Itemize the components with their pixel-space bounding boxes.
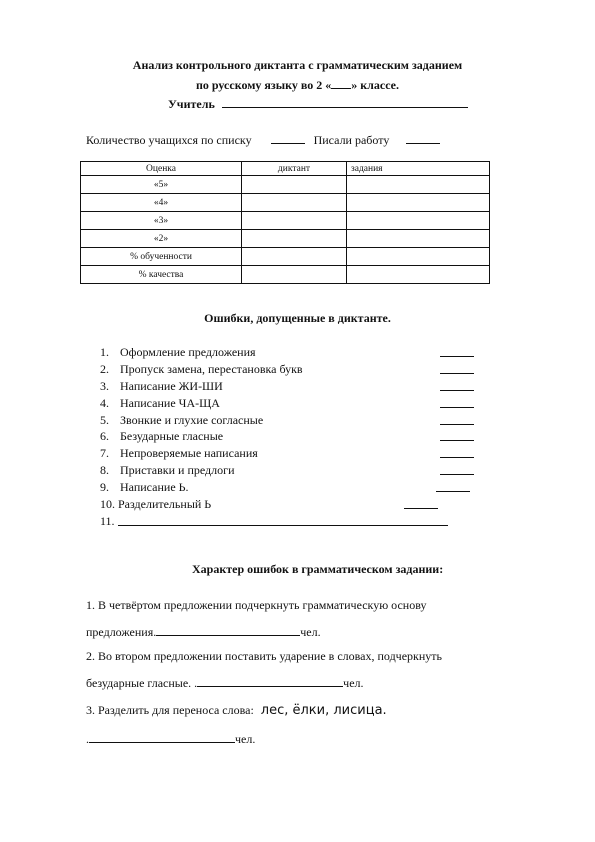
item-text: Написание Ь. [120, 480, 189, 495]
item-text: Звонкие и глухие согласные [120, 412, 264, 427]
errors-section-title: Ошибки, допущенные в диктанте. [204, 311, 391, 325]
dictation-cell[interactable] [242, 230, 347, 248]
table-row [81, 248, 490, 266]
task3-words: лес, ёлки, лисица. [260, 703, 387, 718]
teacher-label: Учитель [168, 97, 215, 111]
task2-prefix: безударные гласные. . [86, 676, 198, 690]
count-field[interactable] [404, 497, 438, 509]
document-title-line2 [0, 77, 595, 93]
grade-label: «2» [81, 230, 242, 248]
list-item [100, 496, 480, 513]
count-field[interactable] [440, 396, 474, 408]
task3-line2 [86, 731, 255, 747]
task3-prefix: 3. Разделить для переноса слова: [86, 703, 254, 717]
item-number: 6. [100, 429, 109, 444]
item-text: Приставки и предлоги [120, 463, 235, 478]
dictation-cell[interactable] [242, 212, 347, 230]
item-number: 1. [100, 345, 109, 359]
item-text: Безударные гласные [120, 429, 224, 444]
errors-list [100, 344, 480, 530]
title-prefix: по русскому языку во 2 « [195, 78, 332, 92]
list-item [100, 395, 480, 412]
item-number: 4. [100, 395, 109, 410]
task1-prefix: предложения. [86, 625, 157, 639]
column-header-tasks: задания [347, 162, 490, 176]
title-suffix: » классе. [351, 78, 400, 92]
item-number: 2. [100, 361, 109, 376]
item-number: 5. [100, 412, 109, 427]
other-error-field[interactable] [118, 514, 448, 526]
task2-suffix: чел. [343, 676, 364, 690]
dictation-cell[interactable] [242, 266, 347, 284]
count-field[interactable] [440, 463, 474, 475]
list-item [100, 361, 480, 378]
count-field[interactable] [440, 345, 474, 357]
tasks-cell[interactable] [347, 176, 490, 194]
task1-count-field[interactable] [156, 624, 300, 636]
item-text: Написание ЖИ-ШИ [120, 378, 223, 393]
students-count-label: Количество учащихся по списку [86, 133, 252, 147]
teacher-row [168, 96, 468, 112]
task3-line2-prefix: . [86, 732, 89, 746]
students-count-field[interactable] [271, 132, 305, 144]
count-field[interactable] [440, 362, 474, 374]
tasks-cell[interactable] [347, 248, 490, 266]
grade-label: «5» [81, 176, 242, 194]
class-number-field[interactable] [331, 77, 351, 89]
wrote-count-label: Писали работу [313, 133, 390, 147]
list-item [100, 445, 480, 462]
count-field[interactable] [440, 446, 474, 458]
count-field[interactable] [440, 413, 474, 425]
grades-table [80, 161, 490, 284]
task1-suffix: чел. [300, 625, 321, 639]
grade-label: «3» [81, 212, 242, 230]
dictation-cell[interactable] [242, 176, 347, 194]
item-number: 9. [100, 480, 109, 495]
task2-line2 [86, 675, 364, 691]
item-text: Непроверяемые написания [120, 446, 258, 461]
counts-row [86, 132, 440, 148]
task1-line2 [86, 624, 321, 640]
grammar-section-title: Характер ошибок в грамматическом задании: [192, 562, 444, 576]
table-row [81, 212, 490, 230]
tasks-cell[interactable] [347, 266, 490, 284]
count-field[interactable] [436, 480, 470, 492]
list-item [100, 412, 480, 429]
task2-line1: 2. Во втором предложении поставить ударение в словах, подчеркнуть [86, 649, 442, 663]
table-row [81, 176, 490, 194]
tasks-cell[interactable] [347, 194, 490, 212]
list-item [100, 344, 480, 361]
task2-count-field[interactable] [197, 675, 343, 687]
list-item [100, 513, 480, 530]
item-number: 8. [100, 463, 109, 478]
dictation-cell[interactable] [242, 248, 347, 266]
task3-count-field[interactable] [89, 731, 235, 743]
task3-line1 [86, 703, 387, 718]
item-text: Оформление предложения [120, 345, 256, 359]
column-header-grade: Оценка [81, 162, 242, 176]
item-number: 7. [100, 446, 109, 461]
grade-label: % качества [81, 266, 242, 284]
table-row [81, 194, 490, 212]
list-item [100, 462, 480, 479]
item-number: 11. [100, 513, 115, 528]
column-header-dictation: диктант [242, 162, 347, 176]
item-text: Пропуск замена, перестановка букв [120, 361, 303, 376]
table-row [81, 230, 490, 248]
dictation-cell[interactable] [242, 194, 347, 212]
wrote-count-field[interactable] [406, 132, 440, 144]
table-header-row [81, 162, 490, 176]
document-title-line1: Анализ контрольного диктанта с грамматическим заданием [132, 58, 463, 72]
count-field[interactable] [440, 429, 474, 441]
tasks-cell[interactable] [347, 212, 490, 230]
list-item [100, 428, 480, 445]
list-item [100, 479, 480, 496]
item-number: 3. [100, 378, 109, 393]
task3-suffix: чел. [235, 732, 256, 746]
teacher-name-field[interactable] [222, 96, 468, 108]
grade-label: «4» [81, 194, 242, 212]
table-row [81, 266, 490, 284]
item-number: 10. [100, 497, 115, 512]
list-item [100, 378, 480, 395]
count-field[interactable] [440, 379, 474, 391]
item-text: Написание ЧА-ЩА [120, 395, 220, 410]
grade-label: % обученности [81, 248, 242, 266]
task1-line1: 1. В четвёртом предложении подчеркнуть грамматическую основу [86, 598, 427, 612]
tasks-cell[interactable] [347, 230, 490, 248]
item-text: Разделительный Ь [118, 497, 212, 512]
